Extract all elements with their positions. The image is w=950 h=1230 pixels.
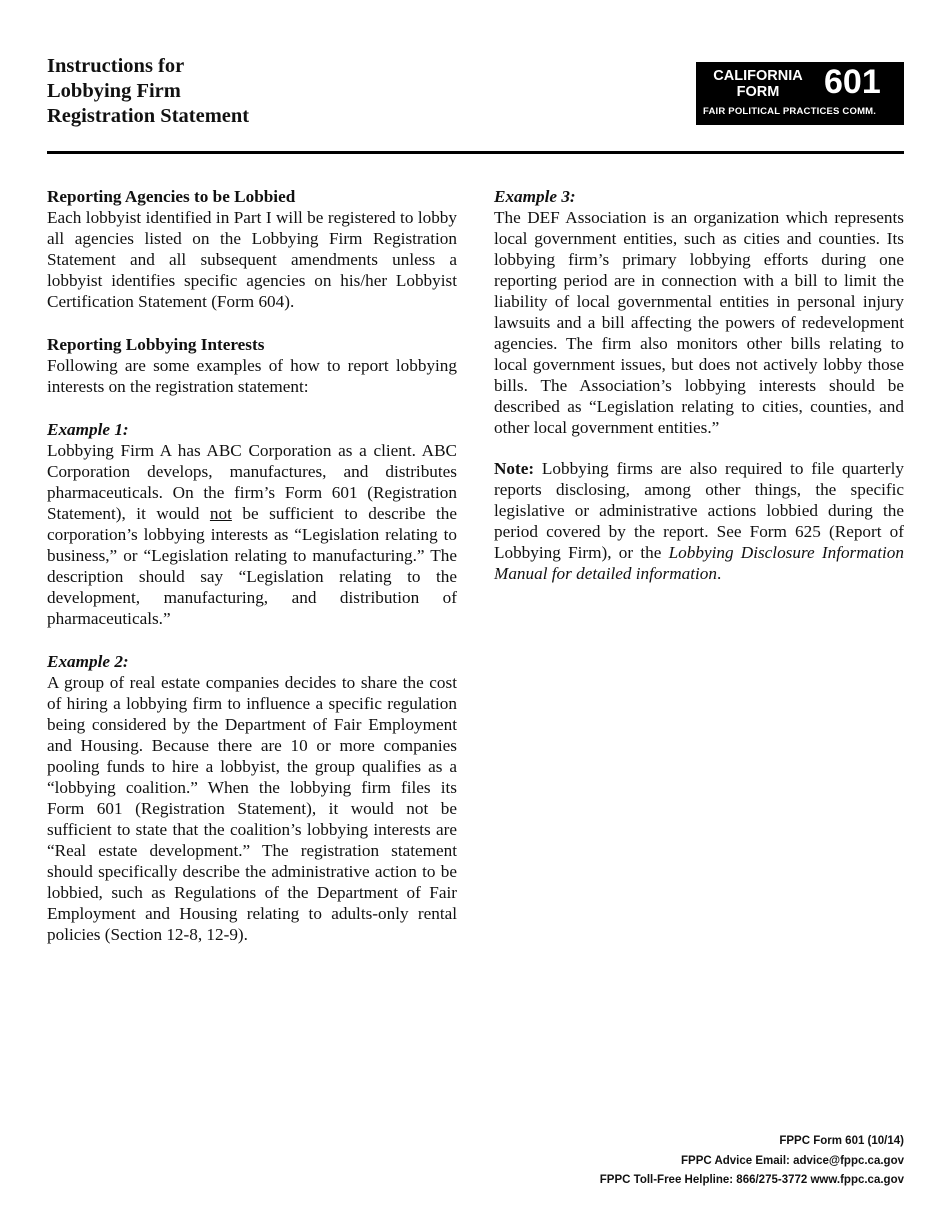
footer-email-line: FPPC Advice Email: advice@fppc.ca.gov <box>681 1154 904 1167</box>
example-1-paragraph <box>47 440 457 629</box>
header-divider <box>47 151 904 154</box>
note-text: Lobbying firms are also required to file quarterly reports disclosing, among other things, the specific legislative or administrative actions lobbied during the period covered by the report. See Form 625 (Report of Lobbying Firm), or the <box>494 459 905 562</box>
note-end: . <box>716 564 722 583</box>
badge-form-word: FORM <box>736 84 780 100</box>
agencies-heading: Reporting Agencies to be Lobbied <box>47 187 296 206</box>
example-3-paragraph: The DEF Association is an organization which represents local government entities, such as cities and counties. Its lobbying firm’s primary lobbying efforts during one reporting period are in connection with a bill to limit the liability of local governmental entities in personal injury lawsuits and a bill affecting the powers of redevelopment agencies. The firm also monitors other bills relating to local government issues, but does not actively lobby those bills. The Association’s lobbying interests should be described as “Legislation relating to cities, counties, and other local government entities.” <box>494 208 904 437</box>
example-1-not: not <box>209 504 232 523</box>
footer-form-line: FPPC Form 601 (10/14) <box>779 1135 904 1147</box>
note-paragraph <box>494 458 904 584</box>
example-1-text-a: Lobbying Firm A has ABC Corporation as a client. ABC Corporation develops, manufactures, and distributes pharmaceuticals. On the firm’s Form 601 (Registration Statement), it would <box>47 441 457 523</box>
example-1-text-b: be sufficient to describe the corporation’s lobbying interests as “Legislation relating to business,” or “Legislation relating to manufacturing.” The description should say “Legislation relating to the development, manufacturing, and distribution of pharmaceuticals.” <box>47 504 458 628</box>
agencies-paragraph: Each lobbyist identified in Part I will be registered to lobby all agencies listed on the Lobbying Firm Registration Statement and all subsequent amendments unless a lobbyist identifies specific agencies on his/her Lobbyist Certification Statement (Form 604). <box>47 208 457 311</box>
page-title <box>47 54 249 129</box>
example-1-heading: Example 1: <box>47 420 129 439</box>
note-manual-title: Lobbying Disclosure Information Manual for detailed information <box>494 543 904 583</box>
footer <box>600 1132 904 1191</box>
title-line-2: Lobbying Firm <box>47 80 181 102</box>
title-line-3: Registration Statement <box>47 105 250 127</box>
example-3-heading: Example 3: <box>494 187 576 206</box>
interests-paragraph: Following are some examples of how to report lobbying interests on the registration statement: <box>47 356 457 396</box>
interests-heading: Reporting Lobbying Interests <box>47 335 265 354</box>
badge-state: CALIFORNIA <box>713 68 803 84</box>
example-2-paragraph: A group of real estate companies decides to share the cost of hiring a lobbying firm to influence a specific regulation being considered by the Department of Fair Employment and Housing. Because there are 10 or more companies pooling funds to hire a lobbyist, the group qualifies as a “lobbying coalition.” When the lobbying firm files its Form 601 (Registration Statement), it would not be sufficient to state that the coalition’s lobbying interests are “Real estate development.” The registration statement should specifically describe the administrative action to be lobbied, such as Regulations of the Department of Fair Employment and Housing relating to adults-only rental policies (Section 12-8, 12-9). <box>47 673 457 944</box>
badge-form-number: 601 <box>824 63 881 101</box>
title-line-1: Instructions for <box>47 55 185 77</box>
example-2-heading: Example 2: <box>47 652 129 671</box>
right-column <box>494 186 904 584</box>
badge-state-label <box>696 68 820 100</box>
left-column <box>47 186 457 945</box>
form-badge <box>696 62 904 125</box>
badge-agency: FAIR POLITICAL PRACTICES COMM. <box>703 106 877 117</box>
note-label: Note: <box>494 459 535 478</box>
footer-helpline-line: FPPC Toll-Free Helpline: 866/275-3772 www.fppc.ca.gov <box>599 1174 904 1186</box>
